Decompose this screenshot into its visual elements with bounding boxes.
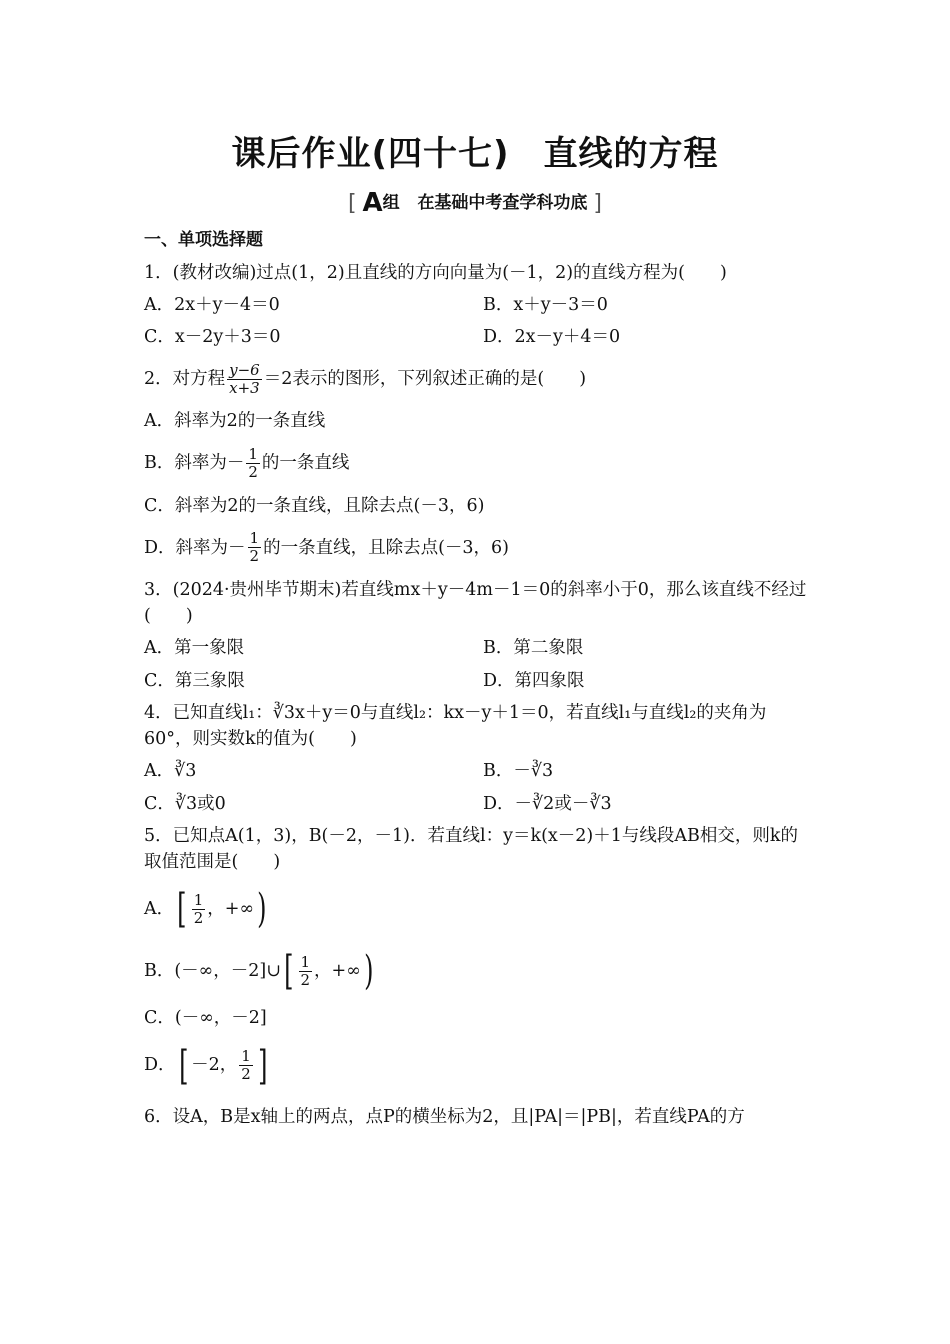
question-list [144,228,808,1136]
q2-fraction [227,362,262,398]
right-paren: ) [257,886,267,933]
half-num: 1 [300,952,311,971]
q3-option-c[interactable]: C．第三象限 [144,670,245,691]
q5-a-label: A． [144,899,175,920]
q1-option-a[interactable]: A．2x＋y－4＝0 [144,294,280,315]
question-1: 1．(教材改编)过点(1，2)且直线的方向向量为(－1，2)的直线方程为( ) [144,262,727,283]
title-part2: 直线的方程 [543,134,719,174]
q1-options [144,292,808,351]
q2-b-pre: B．斜率为－ [144,453,245,474]
question-6: 6．设A，B是x轴上的两点，点P的横坐标为2，且|PA|＝|PB|，若直线PA的方 [144,1106,745,1127]
q2-option-c[interactable]: C．斜率为2的一条直线，且除去点(－3，6) [144,495,485,516]
q2-d-pre: D．斜率为－ [144,537,246,558]
q3-option-b[interactable]: B．第二象限 [483,638,584,659]
q4-option-b[interactable]: B．－∛3 [483,761,554,782]
q5-option-a[interactable] [144,881,808,937]
q4-option-a[interactable]: A．∛3 [144,761,197,782]
q1-option-b[interactable]: B．x＋y－3＝0 [483,294,608,315]
section-heading: 一、单项选择题 [144,230,263,250]
question-4: 4．已知直线l₁：∛3x＋y＝0与直线l₂：kx－y＋1＝0，若直线l₁与直线l₂的夹角为60°，则实数k的值为( ) [144,702,767,749]
q5-b-tail: ，+∞ [314,961,361,982]
half-num: 1 [249,529,260,547]
q2-option-b[interactable] [144,441,808,487]
page-title [0,126,950,175]
q5-d-mid: －2， [191,1055,238,1076]
q5-option-d[interactable] [144,1038,808,1094]
q5-b-fraction [299,954,313,990]
q5-option-c[interactable]: C．(－∞，－2] [144,1008,267,1029]
half-den: 2 [300,970,311,989]
left-bracket: [ [178,1042,189,1089]
q5-d-label: D． [144,1055,176,1076]
left-bracket: [ [284,948,294,995]
half-num: 1 [248,444,258,463]
q2-d-post: 的一条直线，且除去点(－3，6) [263,537,510,558]
q2-b-fraction [246,446,260,482]
q1-option-d[interactable]: D．2x－y＋4＝0 [483,327,621,347]
q5-a-fraction [192,892,206,928]
group-label: 组 [382,193,400,213]
half-den: 2 [248,463,258,481]
q4-options [144,758,808,817]
bracket-left: [ [348,191,357,216]
q2-prefix: 2．对方程 [144,369,226,390]
q5-option-b[interactable] [144,943,808,999]
half-num: 1 [241,1046,251,1065]
right-paren: ) [363,948,374,995]
q2-b-post: 的一条直线 [261,453,350,474]
q3-option-a[interactable]: A．第一象限 [144,638,245,659]
q3-option-d[interactable]: D．第四象限 [483,670,585,691]
right-bracket: ] [257,1042,268,1089]
half-den: 2 [241,1065,251,1083]
q4-option-c[interactable]: C．∛3或0 [144,793,226,814]
q4-option-d[interactable]: D．－∛2或－∛3 [483,793,612,814]
question-3: 3．(2024·贵州毕节期末)若直线mx＋y－4m－1＝0的斜率小于0，那么该直线不经过( ) [144,579,807,626]
left-bracket: [ [177,886,187,933]
q2-suffix: ＝2表示的图形，下列叙述正确的是( ) [263,369,587,390]
group-desc: 在基础中考查学科功底 [417,193,588,213]
q2-option-a[interactable]: A．斜率为2的一条直线 [144,411,326,432]
bracket-right: ] [593,191,602,216]
q5-b-label: B．(－∞，－2]∪ [144,961,281,982]
group-banner [0,188,950,218]
group-letter: A [362,188,383,218]
half-den: 2 [249,547,260,566]
question-5: 5．已知点A(1，3)，B(－2，－1)．若直线l：y＝k(x－2)＋1与线段AB相交，则k的取值范围是( ) [144,825,798,872]
q3-options [144,635,808,694]
q2-option-d[interactable] [144,525,808,571]
title-part1: 课后作业(四十七) [231,134,510,174]
q2-frac-num: y−6 [229,360,260,379]
q1-option-c[interactable]: C．x－2y＋3＝0 [144,327,281,347]
half-num: 1 [193,890,204,909]
q2-d-fraction [248,530,262,566]
half-den: 2 [193,908,204,927]
question-2 [144,356,808,402]
q5-d-fraction [239,1048,253,1084]
q5-a-tail: ，+∞ [207,899,255,920]
q2-frac-den: x+3 [229,378,260,397]
